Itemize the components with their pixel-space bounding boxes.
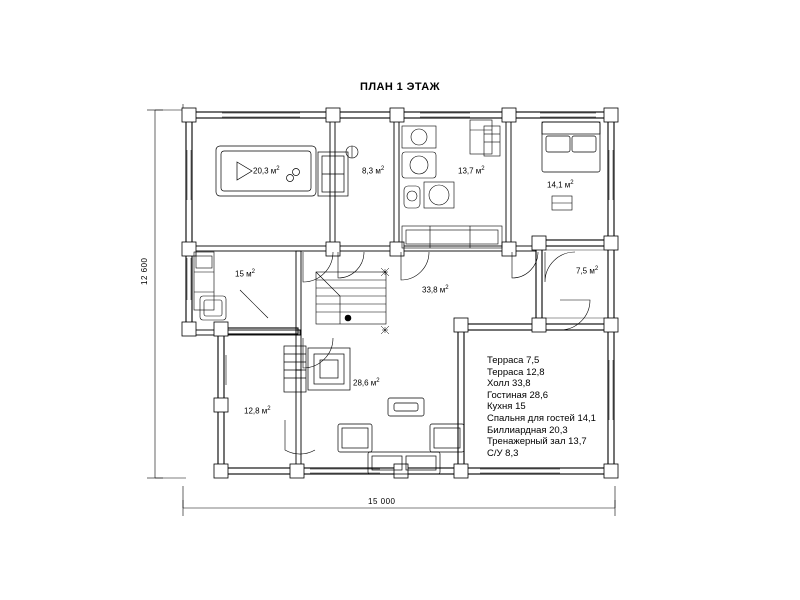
legend-item: Терраса 7,5 — [487, 355, 540, 366]
area-label-living-room: 28,6 $м^2$ — [353, 378, 380, 388]
area-label-wc: 8,3 $м^2$ — [362, 166, 385, 176]
area-label-hall: 33,8 $м^2$ — [422, 285, 449, 295]
legend-item: Биллиардная 20,3 — [487, 424, 568, 436]
area-label-terrace-left: 12,8 $м^2$ — [244, 406, 271, 416]
legend-item: Кухня 15 — [487, 401, 526, 413]
area-label-billiard: 20,3 $м^2$ — [253, 166, 280, 176]
kitchen-units — [194, 252, 226, 320]
legend-item: Терраса 12,8 — [487, 366, 545, 378]
bedside-table — [552, 196, 572, 210]
area-label-gym: 13,7 $м^2$ — [458, 166, 485, 176]
legend-item: С/У 8,3 — [487, 447, 519, 459]
area-label-guest-bedroom: 14,1 $м^2$ — [547, 180, 574, 190]
staircase — [316, 272, 386, 324]
gym-equipment — [402, 120, 502, 248]
dimension-bottom-label: 15 000 — [368, 497, 396, 506]
area-label-terrace-right: 7,5 $м^2$ — [576, 266, 599, 276]
billiard-sofa — [318, 152, 348, 196]
area-label-kitchen: 15 $м^2$ — [235, 269, 255, 279]
page-title: ПЛАН 1 ЭТАЖ — [360, 81, 440, 93]
legend-item: Холл 33,8 — [487, 378, 531, 390]
bathroom-fixtures — [402, 126, 500, 208]
living-room-furniture — [338, 398, 464, 474]
dimension-left-label: 12 600 — [140, 257, 149, 285]
fireplace — [284, 346, 350, 392]
legend-item: Спальня для гостей 14,1 — [487, 412, 596, 424]
legend-item: Тренажерный зал 13,7 — [487, 436, 587, 448]
legend-item: Гостиная 28,6 — [487, 389, 549, 401]
room-legend — [487, 355, 596, 459]
bed — [542, 122, 600, 172]
